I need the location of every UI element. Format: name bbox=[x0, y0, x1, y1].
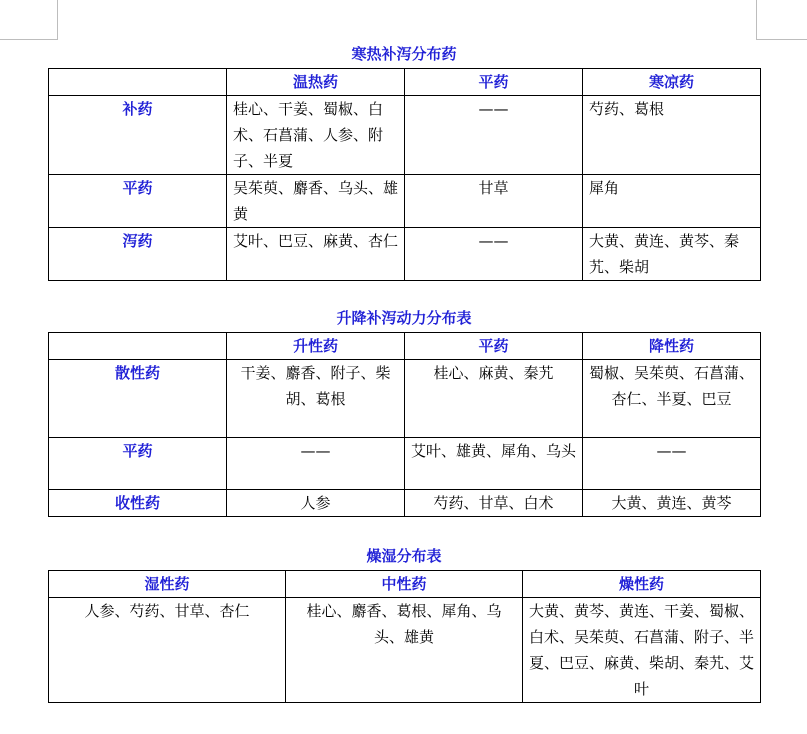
table-cell: 大黄、黄连、黄芩、秦艽、柴胡 bbox=[583, 228, 761, 281]
row-label: 平药 bbox=[49, 175, 227, 228]
table1-header-warm: 温热药 bbox=[227, 69, 405, 96]
table2-header-row bbox=[49, 333, 761, 360]
table-row bbox=[49, 490, 761, 517]
table-cell: —— bbox=[583, 438, 761, 490]
row-label: 补药 bbox=[49, 96, 227, 175]
table-cell: —— bbox=[405, 96, 583, 175]
table1-title: 寒热补泻分布药 bbox=[351, 45, 457, 63]
table-cell: 甘草 bbox=[405, 175, 583, 228]
table1-header-row bbox=[49, 69, 761, 96]
page-corner-top-left bbox=[0, 0, 58, 40]
table1-header-cold: 寒凉药 bbox=[583, 69, 761, 96]
table3-dry-damp-distribution bbox=[48, 570, 761, 703]
table-cell: 芍药、甘草、白术 bbox=[405, 490, 583, 517]
table-cell: 大黄、黄连、黄芩 bbox=[583, 490, 761, 517]
table2-header-neutral: 平药 bbox=[405, 333, 583, 360]
table-row bbox=[49, 175, 761, 228]
row-label: 收性药 bbox=[49, 490, 227, 517]
table-row bbox=[49, 360, 761, 438]
table-row bbox=[49, 228, 761, 281]
table-cell: 人参、芍药、甘草、杏仁 bbox=[49, 598, 286, 703]
table-cell: —— bbox=[405, 228, 583, 281]
table-cell: 吴茱萸、麝香、乌头、雄黄 bbox=[227, 175, 405, 228]
table-cell: 人参 bbox=[227, 490, 405, 517]
table3-header-dry: 燥性药 bbox=[523, 571, 761, 598]
row-label: 散性药 bbox=[49, 360, 227, 438]
table1-header-corner bbox=[49, 69, 227, 96]
row-label: 泻药 bbox=[49, 228, 227, 281]
row-label: 平药 bbox=[49, 438, 227, 490]
table-cell: 艾叶、雄黄、犀角、乌头 bbox=[405, 438, 583, 490]
table1-cold-hot-tonify-drain bbox=[48, 68, 761, 281]
table2-header-corner bbox=[49, 333, 227, 360]
table1-header-neutral: 平药 bbox=[405, 69, 583, 96]
table-cell: 芍药、葛根 bbox=[583, 96, 761, 175]
table2-ascend-descend-distribution bbox=[48, 332, 761, 517]
table3-title: 燥湿分布表 bbox=[366, 547, 442, 565]
table3-header-row bbox=[49, 571, 761, 598]
table-cell: 大黄、黄芩、黄连、干姜、蜀椒、白术、吴茱萸、石菖蒲、附子、半夏、巴豆、麻黄、柴胡、秦艽、艾叶 bbox=[523, 598, 761, 703]
table-row bbox=[49, 438, 761, 490]
table3-header-damp: 湿性药 bbox=[49, 571, 286, 598]
table-cell: 桂心、干姜、蜀椒、白术、石菖蒲、人参、附子、半夏 bbox=[227, 96, 405, 175]
table-cell: 艾叶、巴豆、麻黄、杏仁 bbox=[227, 228, 405, 281]
table-row bbox=[49, 598, 761, 703]
table2-title: 升降补泻动力分布表 bbox=[336, 309, 472, 327]
table-row bbox=[49, 96, 761, 175]
table-cell: 干姜、麝香、附子、柴胡、葛根 bbox=[227, 360, 405, 438]
table-cell: 犀角 bbox=[583, 175, 761, 228]
table2-header-descending: 降性药 bbox=[583, 333, 761, 360]
table2-header-ascending: 升性药 bbox=[227, 333, 405, 360]
table-cell: 桂心、麻黄、秦艽 bbox=[405, 360, 583, 438]
table3-header-neutral: 中性药 bbox=[286, 571, 523, 598]
table-cell: 蜀椒、吴茱萸、石菖蒲、杏仁、半夏、巴豆 bbox=[583, 360, 761, 438]
page-corner-top-right bbox=[756, 0, 807, 40]
table-cell: —— bbox=[227, 438, 405, 490]
table-cell: 桂心、麝香、葛根、犀角、乌头、雄黄 bbox=[286, 598, 523, 703]
